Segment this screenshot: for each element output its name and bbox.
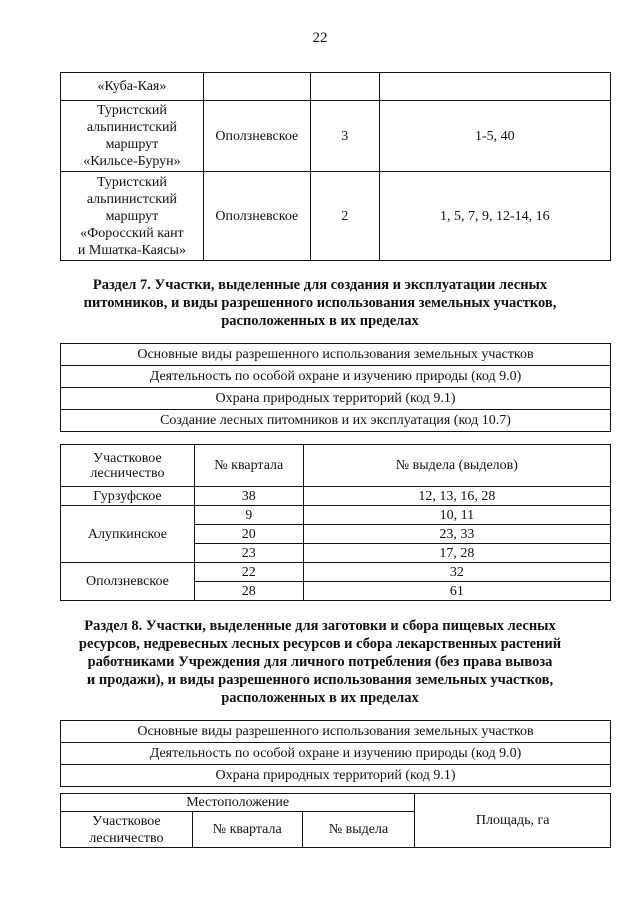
table-row xyxy=(61,73,611,101)
table-row xyxy=(61,563,611,582)
section7-uses-table xyxy=(60,343,611,432)
page-number: 22 xyxy=(312,30,328,46)
forestry-cell xyxy=(203,73,310,101)
section7-heading: Раздел 7. Участки, выделенные для создания и эксплуатации лесных питомников, и виды разрешенного использования земельных участков, расположенных в их пределах xyxy=(83,277,557,329)
area-header: Площадь, га xyxy=(415,794,611,848)
quarter-header: № квартала xyxy=(192,812,302,848)
location-header: Местоположение xyxy=(61,794,415,812)
quarter-cell: 3 xyxy=(310,101,379,172)
forestry-header: Участковое лесничество xyxy=(61,445,195,487)
plots-header: № выдела (выделов) xyxy=(303,445,610,487)
section7-data-table xyxy=(60,444,611,601)
quarter-cell: 28 xyxy=(194,582,303,601)
forestry-cell: Гурзуфское xyxy=(61,487,195,506)
quarter-cell: 2 xyxy=(310,172,379,261)
use-cell: Охрана природных территорий (код 9.1) xyxy=(61,765,611,787)
table-row xyxy=(61,765,611,787)
quarter-cell: 38 xyxy=(194,487,303,506)
plots-cell xyxy=(379,73,610,101)
route-cell: «Куба-Кая» xyxy=(61,73,204,101)
route-cell: Туристский альпинистский маршрут «Форосский кант и Мшатка-Каясы» xyxy=(61,172,204,261)
plots-cell: 17, 28 xyxy=(303,544,610,563)
use-cell: Основные виды разрешенного использования земельных участков xyxy=(61,721,611,743)
table-row xyxy=(61,506,611,525)
quarter-header: № квартала xyxy=(194,445,303,487)
table-row xyxy=(61,721,611,743)
forestry-cell: Оползневское xyxy=(203,172,310,261)
section8-header-table xyxy=(60,793,611,848)
quarter-cell: 22 xyxy=(194,563,303,582)
table-row xyxy=(61,487,611,506)
plots-cell: 10, 11 xyxy=(303,506,610,525)
section8-heading: Раздел 8. Участки, выделенные для заготовки и сбора пищевых лесных ресурсов, недревесных лесных ресурсов и сбора лекарственных растений работниками Учреждения для личного потребления (без права вывоза и продажи), и виды разрешенного использования земельных участков, расположенных в их пределах xyxy=(78,618,562,706)
continuation-table xyxy=(60,72,611,261)
plots-cell: 1-5, 40 xyxy=(379,101,610,172)
use-cell: Деятельность по особой охране и изучению природы (код 9.0) xyxy=(61,743,611,765)
use-cell: Деятельность по особой охране и изучению природы (код 9.0) xyxy=(61,366,611,388)
table-row xyxy=(61,366,611,388)
quarter-cell xyxy=(310,73,379,101)
use-cell: Основные виды разрешенного использования земельных участков xyxy=(61,344,611,366)
plots-cell: 32 xyxy=(303,563,610,582)
table-row xyxy=(61,101,611,172)
quarter-cell: 23 xyxy=(194,544,303,563)
quarter-cell: 9 xyxy=(194,506,303,525)
header-row xyxy=(61,445,611,487)
forestry-header: Участковое лесничество xyxy=(61,812,193,848)
plots-cell: 61 xyxy=(303,582,610,601)
route-cell: Туристский альпинистский маршрут «Кильсе-Бурун» xyxy=(61,101,204,172)
use-cell: Охрана природных территорий (код 9.1) xyxy=(61,388,611,410)
table-row xyxy=(61,743,611,765)
plots-cell: 1, 5, 7, 9, 12-14, 16 xyxy=(379,172,610,261)
table-row xyxy=(61,388,611,410)
forestry-cell: Алупкинское xyxy=(61,506,195,563)
table-row xyxy=(61,344,611,366)
table-row xyxy=(61,172,611,261)
plots-cell: 12, 13, 16, 28 xyxy=(303,487,610,506)
forestry-cell: Оползневское xyxy=(61,563,195,601)
use-cell: Создание лесных питомников и их эксплуатация (код 10.7) xyxy=(61,410,611,432)
plots-cell: 23, 33 xyxy=(303,525,610,544)
section8-uses-table xyxy=(60,720,611,787)
table-row xyxy=(61,410,611,432)
quarter-cell: 20 xyxy=(194,525,303,544)
forestry-cell: Оползневское xyxy=(203,101,310,172)
plot-header: № выдела xyxy=(302,812,415,848)
header-row xyxy=(61,794,611,812)
